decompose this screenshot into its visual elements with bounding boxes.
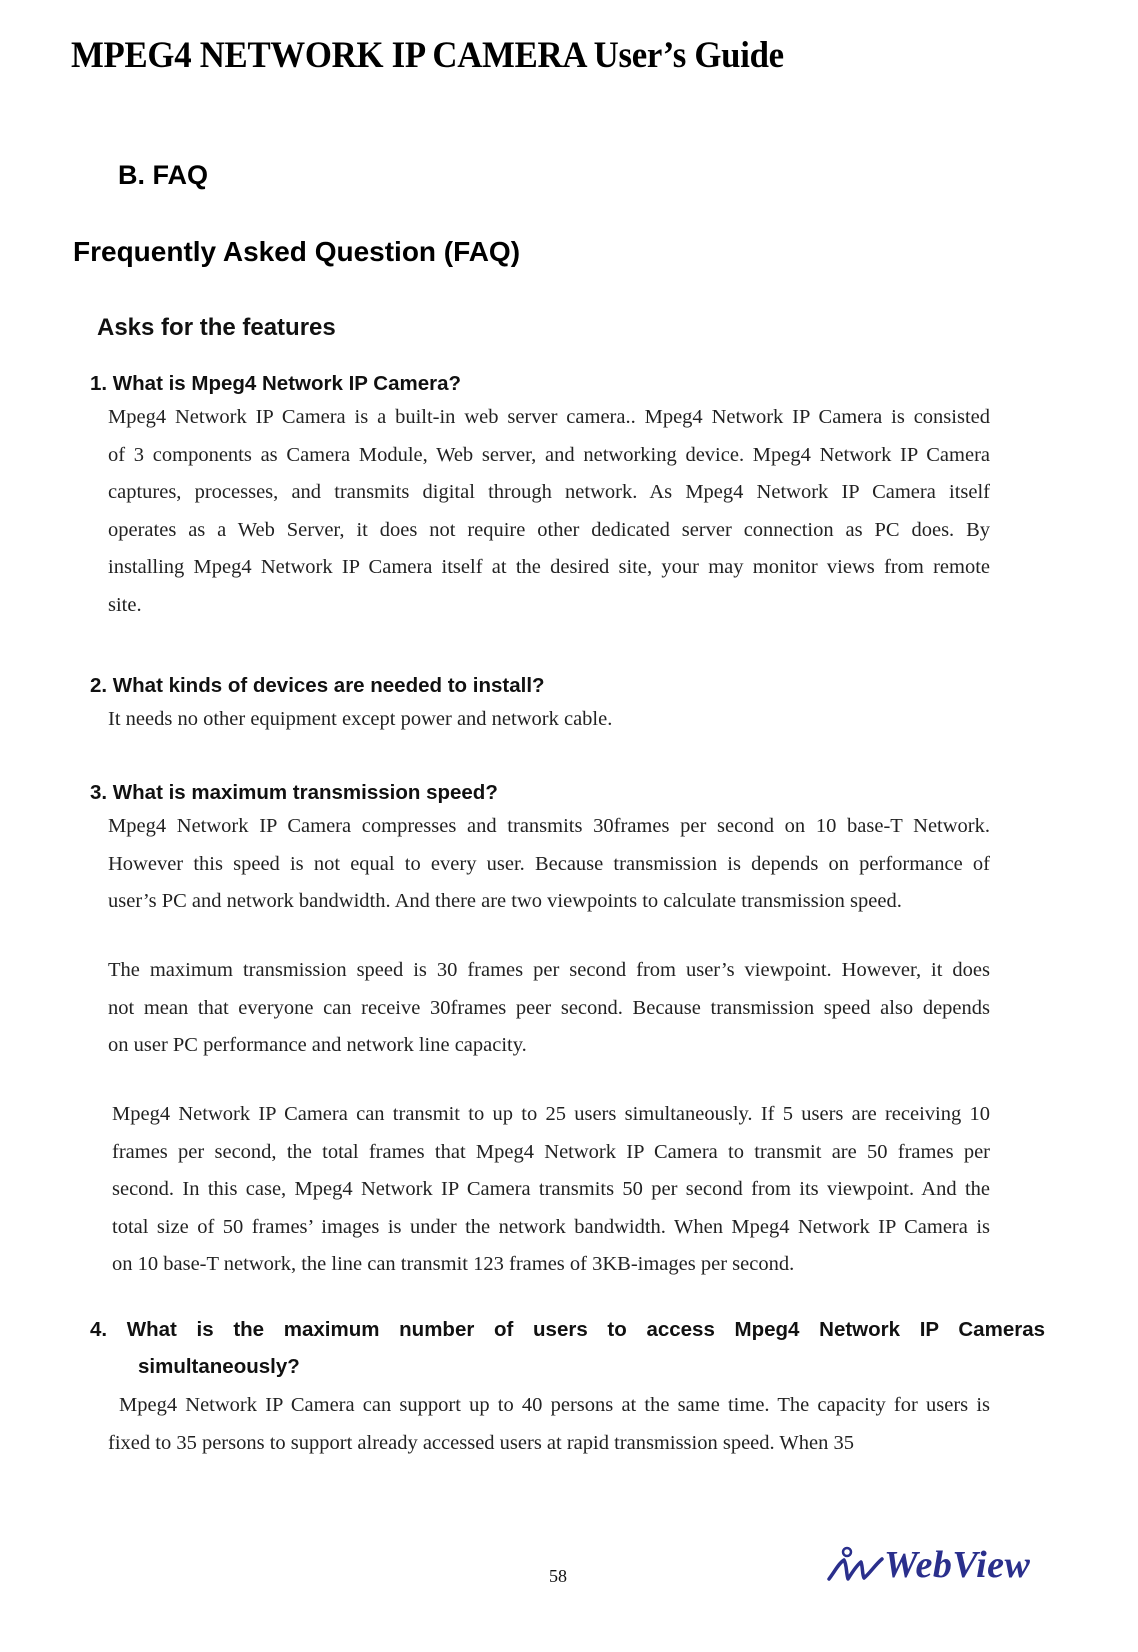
- answer-line: fixed to 35 persons to support already accessed users at rapid transmission speed. When 35: [108, 1431, 854, 1454]
- faq-answer-paragraph: [108, 808, 990, 921]
- answer-line: on user PC performance and network line capacity.: [108, 1034, 527, 1056]
- answer-line: Mpeg4 Network IP Camera can support up to 40 persons at the same time. The capacity for users is: [119, 1394, 990, 1416]
- answer-line: captures, processes, and transmits digital through network. As Mpeg4 Network IP Camera itself: [108, 481, 990, 503]
- webview-logo-text: WebView: [884, 1544, 1031, 1586]
- answer-line: on 10 base-T network, the line can transmit 123 frames of 3KB-images per second.: [112, 1253, 795, 1275]
- answer-line: total size of 50 frames’ images is under the network bandwidth. When Mpeg4 Network IP Camera is: [112, 1215, 990, 1238]
- faq-answer-paragraph: [112, 1096, 990, 1284]
- faq-question: 1. What is Mpeg4 Network IP Camera?: [90, 372, 462, 395]
- faq-answer: [108, 701, 990, 739]
- question-line: 4. What is the maximum number of users to access Mpeg4 Network IP Cameras: [90, 1318, 1045, 1341]
- answer-line: site.: [108, 593, 142, 616]
- answer-line: Mpeg4 Network IP Camera compresses and transmits 30frames per second on 10 base-T Network.: [108, 815, 990, 837]
- faq-answer: [108, 1387, 990, 1462]
- faq-question: 2. What kinds of devices are needed to install?: [90, 674, 545, 697]
- subsection-title: Asks for the features: [97, 314, 336, 341]
- faq-question: [90, 1311, 1045, 1385]
- answer-line: not mean that everyone can receive 30frames peer second. Because transmission speed also depends: [108, 996, 990, 1019]
- answer-line: However this speed is not equal to every user. Because transmission is depends on performance of: [108, 852, 990, 875]
- answer-line: installing Mpeg4 Network IP Camera itself at the desired site, your may monitor views from remote: [108, 556, 990, 578]
- faq-title: Frequently Asked Question (FAQ): [73, 236, 521, 267]
- page-number: 58: [549, 1566, 567, 1586]
- answer-line: The maximum transmission speed is 30 frames per second from user’s viewpoint. However, it does: [108, 959, 990, 981]
- faq-answer: [108, 399, 990, 624]
- webview-logo: [826, 1540, 1052, 1590]
- answer-line: It needs no other equipment except power and network cable.: [108, 708, 613, 730]
- webview-logo-mark-icon: [826, 1543, 884, 1587]
- document-header-title: MPEG4 NETWORK IP CAMERA User’s Guide: [71, 35, 784, 76]
- section-title: B. FAQ: [118, 160, 209, 190]
- answer-line: Mpeg4 Network IP Camera can transmit to up to 25 users simultaneously. If 5 users are receiving 10: [112, 1103, 990, 1125]
- answer-line: second. In this case, Mpeg4 Network IP Camera transmits 50 per second from its viewpoint. And the: [112, 1178, 990, 1200]
- answer-line: of 3 components as Camera Module, Web server, and networking device. Mpeg4 Network IP Camera: [108, 443, 990, 466]
- answer-line: frames per second, the total frames that Mpeg4 Network IP Camera to transmit are 50 frames per: [112, 1140, 990, 1163]
- answer-line: operates as a Web Server, it does not require other dedicated server connection as PC does. By: [108, 518, 990, 541]
- faq-answer-paragraph: [108, 952, 990, 1065]
- answer-line: user’s PC and network bandwidth. And there are two viewpoints to calculate transmission speed.: [108, 890, 902, 912]
- faq-question: 3. What is maximum transmission speed?: [90, 781, 498, 804]
- answer-line: Mpeg4 Network IP Camera is a built-in web server camera.. Mpeg4 Network IP Camera is consisted: [108, 406, 990, 428]
- question-line: simultaneously?: [138, 1355, 300, 1378]
